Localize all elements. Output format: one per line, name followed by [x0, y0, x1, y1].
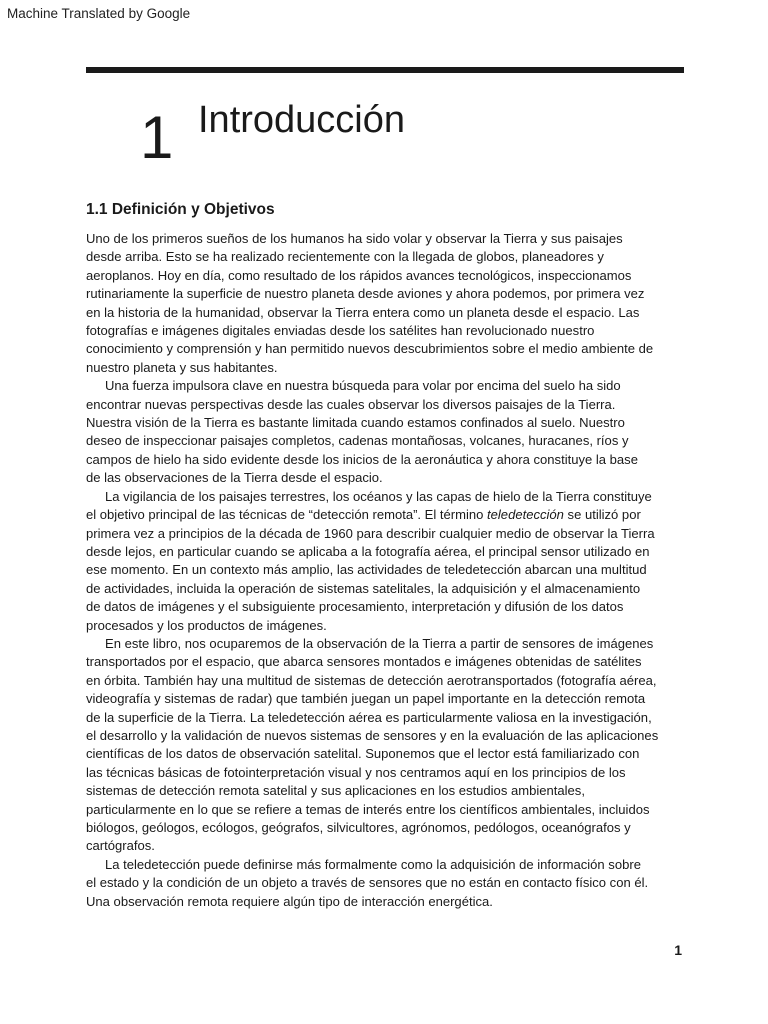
- machine-translation-banner: Machine Translated by Google: [7, 6, 191, 21]
- section-heading: 1.1 Definición y Objetivos: [86, 201, 275, 218]
- text-line: las técnicas básicas de fotointerpretación visual y nos centramos aquí en los principios de los: [86, 764, 626, 780]
- text-line: particularmente en lo que se refiere a temas de interés entre los científicos ambientales, incluidos: [86, 801, 650, 817]
- chapter-title: Introducción: [198, 99, 406, 141]
- text-line: campos de hielo ha sido evidente desde los inicios de la aeronáutica y ahora constituye la base: [86, 451, 638, 467]
- text-line: en órbita. También hay una multitud de sistemas de detección aerotransportados (fotografía aérea,: [86, 672, 657, 688]
- paragraph-3: [86, 488, 686, 635]
- text-line: el desarrollo y la validación de nuevos sistemas de sensores y en la evaluación de las aplicaciones: [86, 727, 659, 743]
- text-line: fotografías e imágenes digitales enviadas desde los satélites han revolucionado nuestro: [86, 323, 595, 339]
- italic-term: teledetección: [487, 507, 564, 523]
- text-line: Una observación remota requiere algún tipo de interacción energética.: [86, 893, 493, 909]
- text-line: encontrar nuevas perspectivas desde las cuales observar los diversos paisajes de la Tierra.: [86, 396, 616, 412]
- text-line: científicas de los datos de observación satelital. Suponemos que el lector está familiarizado con: [86, 746, 640, 762]
- paragraph-5: [86, 856, 686, 911]
- text-line: en la historia de la humanidad, observar la Tierra entera como un planeta desde el espacio. Las: [86, 304, 640, 320]
- text-line: Nuestra visión de la Tierra es bastante limitada cuando estamos confinados al suelo. Nuestro: [86, 415, 625, 431]
- paragraph-4: [86, 635, 686, 856]
- text-line: ese momento. En un contexto más amplio, las actividades de teledetección abarcan una multitud: [86, 562, 647, 578]
- text-line: aeroplanos. Hoy en día, como resultado de los rápidos avances tecnológicos, inspeccionamos: [86, 267, 632, 283]
- body-text: [86, 230, 686, 911]
- text-line: sistemas de detección remota satelital y sus aplicaciones en los estudios ambientales,: [86, 783, 585, 799]
- text-line: desde lejos, en particular cuando se aplicaba a la fotografía aérea, el principal sensor utilizado en: [86, 543, 650, 559]
- text-line: de datos de imágenes y el subsiguiente procesamiento, interpretación y difusión de los datos: [86, 599, 624, 615]
- text-line: desde arriba. Esto se ha realizado recientemente con la llegada de globos, planeadores y: [86, 249, 604, 265]
- text-line: En este libro, nos ocuparemos de la observación de la Tierra a partir de sensores de imágenes: [105, 635, 654, 651]
- chapter-number: 1: [140, 104, 174, 171]
- text-line: primera vez a principios de la década de 1960 para describir cualquier medio de observar la Tierra: [86, 525, 655, 541]
- text-line: el estado y la condición de un objeto a través de sensores que no están en contacto físico con él.: [86, 875, 649, 891]
- text-line: La vigilancia de los paisajes terrestres, los océanos y las capas de hielo de la Tierra constituye: [105, 488, 652, 504]
- text-line: conocimiento y comprensión y han permitido nuevos descubrimientos sobre el medio ambiente de: [86, 341, 654, 357]
- text-line: Uno de los primeros sueños de los humanos ha sido volar y observar la Tierra y sus paisajes: [86, 231, 623, 246]
- paragraph-2: [86, 377, 686, 487]
- text-line: nuestro planeta y sus habitantes.: [86, 359, 278, 375]
- text-line: rutinariamente la superficie de nuestro planeta desde aviones y ahora podemos, por primera vez: [86, 286, 645, 302]
- text-segment: se utilizó por: [563, 507, 641, 523]
- text-line: [86, 506, 686, 524]
- text-segment: el objetivo principal de las técnicas de “detección remota”. El término: [86, 507, 488, 523]
- text-line: deseo de inspeccionar paisajes completos, cadenas montañosas, volcanes, huracanes, ríos y: [86, 433, 629, 449]
- text-line: La teledetección puede definirse más formalmente como la adquisición de información sobre: [105, 856, 641, 872]
- text-line: de actividades, incluida la operación de sistemas satelitales, la adquisición y el almacenamiento: [86, 580, 641, 596]
- text-line: videografía y sistemas de radar) que también juegan un papel importante en la detección remota: [86, 691, 646, 707]
- text-line: biólogos, geólogos, ecólogos, geógrafos, silvicultores, agrónomos, pedólogos, oceanógrafos y: [86, 820, 631, 835]
- paragraph-1: [86, 230, 686, 377]
- text-line: Una fuerza impulsora clave en nuestra búsqueda para volar por encima del suelo ha sido: [105, 378, 621, 394]
- text-line: de las observaciones de la Tierra desde el espacio.: [86, 470, 383, 486]
- text-line: de la superficie de la Tierra. La teledetección aérea es particularmente valiosa en la investigación,: [86, 709, 652, 725]
- text-line: cartógrafos.: [86, 838, 155, 854]
- chapter-top-rule: [86, 67, 684, 73]
- text-line: transportados por el espacio, que abarca sensores montados e imágenes obtenidas de satélites: [86, 654, 642, 670]
- page-number: 1: [674, 942, 682, 958]
- text-line: procesados y los productos de imágenes.: [86, 617, 327, 633]
